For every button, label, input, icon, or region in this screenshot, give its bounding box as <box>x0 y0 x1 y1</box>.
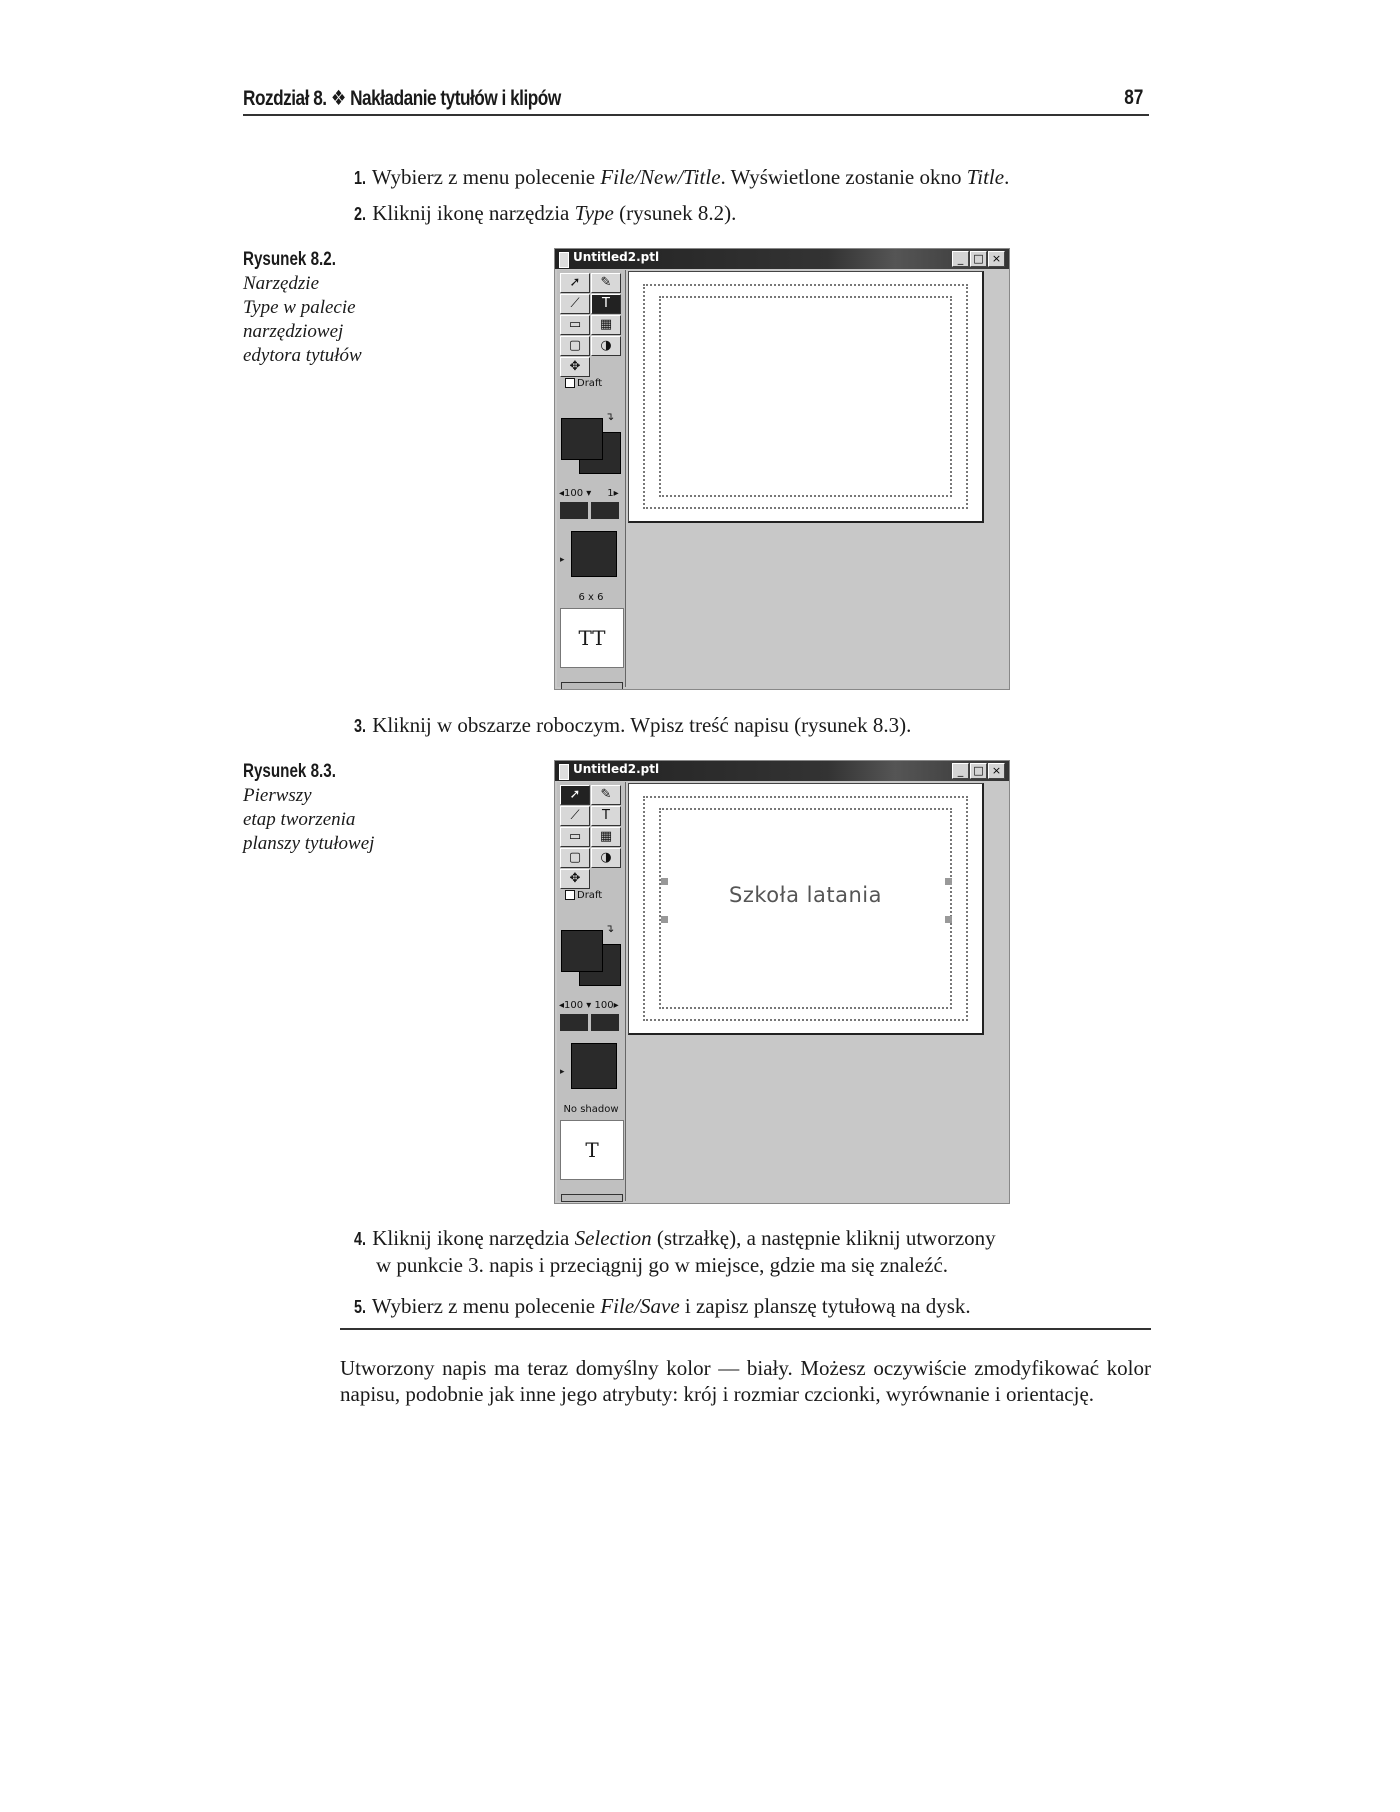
title-text-object[interactable]: Szkoła latania <box>729 883 882 907</box>
step-2 <box>354 200 736 227</box>
shadow-color-swatch[interactable] <box>571 1043 617 1089</box>
step-1 <box>354 164 1009 191</box>
filled-rectangle-tool-icon[interactable]: ▦ <box>591 827 621 847</box>
figure-caption-8-2 <box>243 248 393 368</box>
step-4 <box>354 1225 996 1278</box>
app-icon <box>559 252 569 268</box>
tool-palette <box>557 782 626 1201</box>
tool-palette <box>557 270 626 687</box>
shadow-arrow-icon: ▸ <box>560 1066 565 1076</box>
shadow-arrow-icon: ▸ <box>560 554 565 564</box>
tool-name: Type <box>574 201 614 225</box>
draft-label: Draft <box>577 378 603 389</box>
section-divider <box>340 1328 1151 1330</box>
shadow-size-label: 6 x 6 <box>578 592 604 603</box>
draft-checkbox[interactable] <box>565 378 602 389</box>
swap-colors-icon[interactable]: ↴ <box>605 922 615 935</box>
step-text: Kliknij ikonę narzędzia <box>367 1226 575 1250</box>
step-text-continued: w punkcie 3. napis i przeciągnij go w miejsce, gdzie ma się znaleźć. <box>376 1253 949 1277</box>
menu-path: File/New/Title <box>600 165 721 189</box>
minimize-button[interactable]: _ <box>952 251 969 267</box>
caption-line: Type w palecie <box>243 297 356 318</box>
swap-colors-icon[interactable]: ↴ <box>605 410 615 423</box>
app-icon <box>559 764 569 780</box>
title-editor-window <box>554 248 1010 690</box>
caption-line: planszy tytułowej <box>243 833 375 854</box>
eyedropper-icon[interactable]: ✎ <box>591 785 621 805</box>
checkbox-box <box>565 378 575 388</box>
step-text: i zapisz planszę tytułową na dysk. <box>679 1294 971 1318</box>
opacity-end-value: 100 <box>594 1000 614 1011</box>
palette-scrollbar[interactable] <box>561 1194 623 1202</box>
step-number: 3. <box>354 716 367 736</box>
shadow-size-label: No shadow <box>563 1104 619 1115</box>
opacity-end-value: 1 <box>607 488 614 499</box>
step-text: (strzałkę), a następnie kliknij utworzony <box>651 1226 996 1250</box>
step-number: 1. <box>354 168 367 188</box>
maximize-button[interactable]: □ <box>970 251 987 267</box>
rectangle-tool-icon[interactable]: ▭ <box>560 827 590 847</box>
figure-label: Rysunek 8.2. <box>243 249 336 270</box>
step-3 <box>354 712 911 739</box>
oval-tool-icon[interactable]: ◑ <box>591 336 621 356</box>
step-text: Kliknij ikonę narzędzia <box>367 201 575 225</box>
foreground-color-swatch[interactable] <box>561 930 603 972</box>
line-tool-icon[interactable]: ⟋ <box>560 806 590 826</box>
opacity-start-value: 100 <box>564 1000 584 1011</box>
style-preview[interactable]: T <box>560 1120 624 1180</box>
title-canvas[interactable] <box>628 783 984 1035</box>
figure-caption-8-3 <box>243 760 393 856</box>
eyedropper-icon[interactable]: ✎ <box>591 273 621 293</box>
caption-line: Narzędzie <box>243 273 319 294</box>
start-color-chip[interactable] <box>560 1014 588 1031</box>
caption-line: narzędziowej <box>243 321 344 342</box>
window-titlebar[interactable] <box>555 761 1009 781</box>
window-title: Untitled2.ptl <box>573 250 660 264</box>
figure-description <box>243 784 393 856</box>
figure-description <box>243 272 393 368</box>
move-tool-icon[interactable]: ✥ <box>560 869 590 889</box>
figure-label: Rysunek 8.3. <box>243 761 336 782</box>
title-editor-window <box>554 760 1010 1204</box>
step-number: 5. <box>354 1297 367 1317</box>
rounded-rectangle-tool-icon[interactable]: ▢ <box>560 336 590 356</box>
step-text: Wybierz z menu polecenie <box>367 165 601 189</box>
resize-handle[interactable] <box>945 916 952 923</box>
window-name: Title <box>966 165 1005 189</box>
step-text: Wybierz z menu polecenie <box>367 1294 601 1318</box>
caption-line: edytora tytułów <box>243 345 362 366</box>
foreground-color-swatch[interactable] <box>561 418 603 460</box>
checkbox-box <box>565 890 575 900</box>
step-text: . <box>1004 165 1010 189</box>
rectangle-tool-icon[interactable]: ▭ <box>560 315 590 335</box>
maximize-button[interactable]: □ <box>970 763 987 779</box>
selection-arrow-icon[interactable]: ➚ <box>560 273 590 293</box>
tool-name: Selection <box>574 1226 652 1250</box>
opacity-control[interactable]: ◂100 ▾ 1▸ <box>559 488 619 499</box>
step-text: Kliknij w obszarze roboczym. Wpisz treść napisu (rysunek 8.3). <box>367 713 912 737</box>
menu-path: File/Save <box>600 1294 680 1318</box>
end-color-chip[interactable] <box>591 502 619 519</box>
filled-rectangle-tool-icon[interactable]: ▦ <box>591 315 621 335</box>
type-tool-icon[interactable]: T <box>591 806 621 826</box>
close-button[interactable]: × <box>988 251 1005 267</box>
body-paragraph: Utworzony napis ma teraz domyślny kolor — biały. Możesz oczywiście zmodyfikować kolor napisu, podobnie jak inne jego atrybuty: krój i rozmiar czcionki, wyrównanie i orientację. <box>340 1356 1151 1406</box>
draft-checkbox[interactable] <box>565 890 602 901</box>
step-number: 2. <box>354 204 367 224</box>
opacity-start-value: 100 <box>564 488 584 499</box>
caption-line: Pierwszy <box>243 785 312 806</box>
rounded-rectangle-tool-icon[interactable]: ▢ <box>560 848 590 868</box>
step-text: . Wyświetlone zostanie okno <box>720 165 967 189</box>
running-header <box>243 86 1149 116</box>
shadow-color-swatch[interactable] <box>571 531 617 577</box>
draft-label: Draft <box>577 890 603 901</box>
opacity-control[interactable]: ◂100 ▾ 100▸ <box>559 1000 619 1011</box>
window-title: Untitled2.ptl <box>573 762 660 776</box>
step-number: 4. <box>354 1229 367 1249</box>
line-tool-icon[interactable]: ⟋ <box>560 294 590 314</box>
resize-handle[interactable] <box>661 916 668 923</box>
step-text: (rysunek 8.2). <box>613 201 737 225</box>
end-color-chip[interactable] <box>591 1014 619 1031</box>
step-5 <box>354 1293 971 1320</box>
style-preview[interactable]: TT <box>560 608 624 668</box>
palette-scrollbar[interactable] <box>561 682 623 690</box>
minimize-button[interactable]: _ <box>952 763 969 779</box>
type-tool-icon[interactable]: T <box>591 294 621 314</box>
close-button[interactable]: × <box>988 763 1005 779</box>
chapter-title: Rozdział 8. ❖ Nakładanie tytułów i klipów <box>243 87 561 110</box>
window-titlebar[interactable] <box>555 249 1009 269</box>
start-color-chip[interactable] <box>560 502 588 519</box>
page-number: 87 <box>1123 86 1143 109</box>
title-safe-zone <box>659 296 952 497</box>
oval-tool-icon[interactable]: ◑ <box>591 848 621 868</box>
title-canvas[interactable] <box>628 271 984 523</box>
selection-arrow-icon[interactable]: ➚ <box>560 785 590 805</box>
caption-line: etap tworzenia <box>243 809 356 830</box>
title-safe-zone <box>659 808 952 1009</box>
move-tool-icon[interactable]: ✥ <box>560 357 590 377</box>
